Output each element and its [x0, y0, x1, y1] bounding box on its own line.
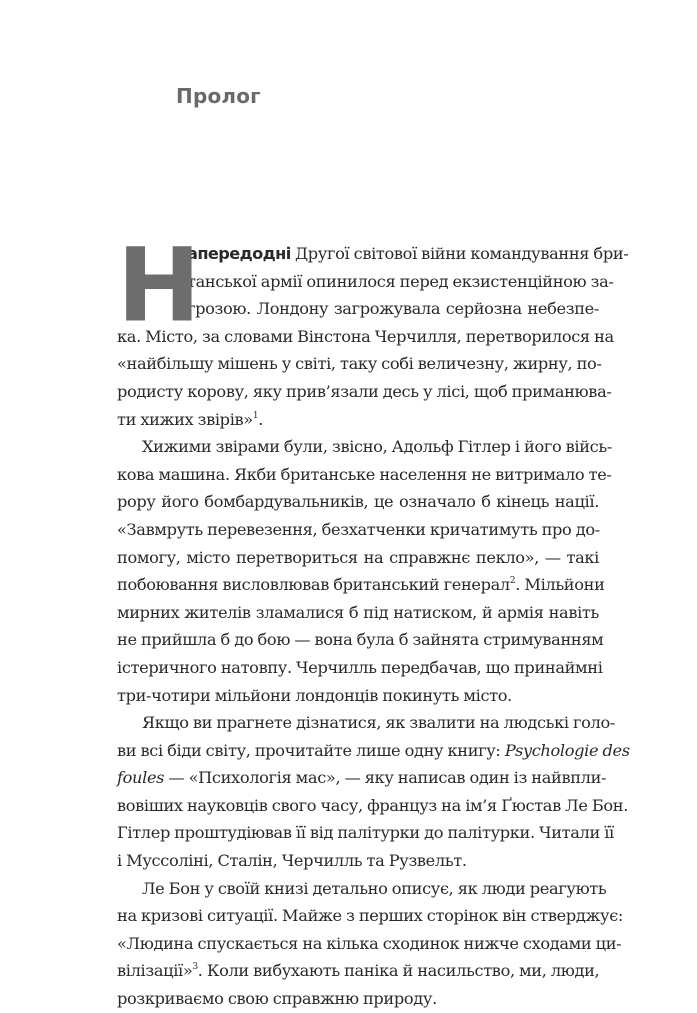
- line-text: мирних жителів зламалися б під натиском, й армія навіть: [117, 602, 599, 622]
- text-line: [117, 682, 599, 710]
- drop-cap: Н: [117, 225, 201, 346]
- text-line: [117, 516, 599, 544]
- line-text: Гітлер проштудіював її від палітурки до палітурки. Читали її: [117, 823, 614, 843]
- text-line: [117, 764, 607, 792]
- book-title-italic: Psychologie des: [504, 740, 630, 760]
- line-text: ти хижих звірів»: [117, 409, 253, 429]
- line-text: кова машина. Якби британське населення не витримало те-: [117, 464, 612, 484]
- text-line: [117, 819, 614, 847]
- paragraph-lines: [117, 225, 630, 1013]
- text-line: [117, 571, 605, 599]
- line-text: родисту корову, яку прив’язали десь у лісі, щоб приманюва-: [117, 381, 612, 401]
- text-line: [117, 737, 630, 765]
- line-text: Другої світової війни командування бри-: [290, 244, 629, 263]
- text-line: [117, 461, 612, 489]
- book-title-italic: foules: [117, 768, 165, 788]
- line-text: «Людина спускається на кілька сходинок нижче сходами ци-: [117, 933, 622, 953]
- line-text: побоювання висловлював британський генерал: [117, 575, 510, 595]
- line-text: — «Психологія мас», — яку написав один із найвпли-: [164, 768, 607, 788]
- line-text: на кризові ситуації. Майже з перших сторінок він стверджує:: [117, 906, 624, 926]
- line-text: танської армії опинилося перед екзистенційною за-: [187, 271, 614, 291]
- line-text: помогу, місто перетвориться на справжнє пекло», — такі: [117, 547, 599, 567]
- line-text: розкриваємо свою справжню природу.: [117, 989, 437, 1009]
- text-line: [117, 626, 604, 654]
- text-line: [117, 957, 599, 985]
- line-text: . Коли вибухають паніка й насильство, ми, люди,: [197, 961, 600, 981]
- footnote-marker[interactable]: 1: [252, 410, 259, 421]
- text-line: [117, 378, 612, 406]
- text-line: [117, 544, 599, 572]
- line-text: три-чотири мільйони лондонців покинуть місто.: [117, 685, 512, 705]
- text-line: [117, 599, 599, 627]
- line-text: «Завмруть перевезення, безхатченки кричатимуть про до-: [117, 519, 600, 539]
- text-line: [117, 406, 599, 434]
- prologue-text: [117, 225, 630, 1013]
- text-line: [117, 875, 607, 903]
- line-text: грозою. Лондону загрожувала серйозна небезпе-: [187, 299, 599, 319]
- line-text: Ле Бон у своїй книзі детально описує, як люди реагують: [142, 878, 607, 898]
- footnote-marker[interactable]: 2: [509, 576, 516, 587]
- line-text: істеричного натовпу. Черчилль передбачав, що принаймні: [117, 657, 603, 677]
- line-text: Хижими звірами були, звісно, Адольф Гітлер і його війсь-: [142, 437, 612, 457]
- text-line: [117, 847, 599, 875]
- footnote-marker[interactable]: 3: [192, 962, 198, 973]
- text-line: [117, 902, 624, 930]
- lead-word: апередодні: [187, 244, 291, 263]
- line-text: . Мільйони: [515, 575, 605, 595]
- line-text: вовіших науковців свого часу, француз на ім’я Ґюстав Ле Бон.: [117, 795, 629, 815]
- line-text: і Муссоліні, Сталін, Черчилль та Рузвельт.: [117, 851, 467, 871]
- line-text: Якщо ви прагнете дізнатися, як звалити на людські голо-: [142, 713, 615, 733]
- line-text: «найбільшу мішень у світі, таку собі величезну, жирну, по-: [117, 354, 602, 374]
- text-line: [117, 488, 599, 516]
- line-text: ка. Місто, за словами Вінстона Черчилля, перетворилося на: [117, 326, 614, 346]
- text-line: [117, 654, 603, 682]
- line-text: вілізації»: [117, 961, 193, 981]
- text-line: [117, 709, 615, 737]
- text-line: [117, 433, 612, 461]
- text-line: [117, 792, 629, 820]
- text-line: [117, 350, 602, 378]
- line-text: рору його бомбардувальників, це означало б кінець нації.: [117, 492, 599, 512]
- text-line: [117, 930, 622, 958]
- line-text: ви всі біди світу, прочитайте лише одну книгу:: [117, 740, 505, 760]
- chapter-heading: Пролог: [176, 84, 261, 108]
- text-line: [117, 985, 599, 1013]
- line-text: .: [258, 409, 264, 429]
- line-text: не прийшла б до бою — вона була б зайнята стримуванням: [117, 630, 604, 650]
